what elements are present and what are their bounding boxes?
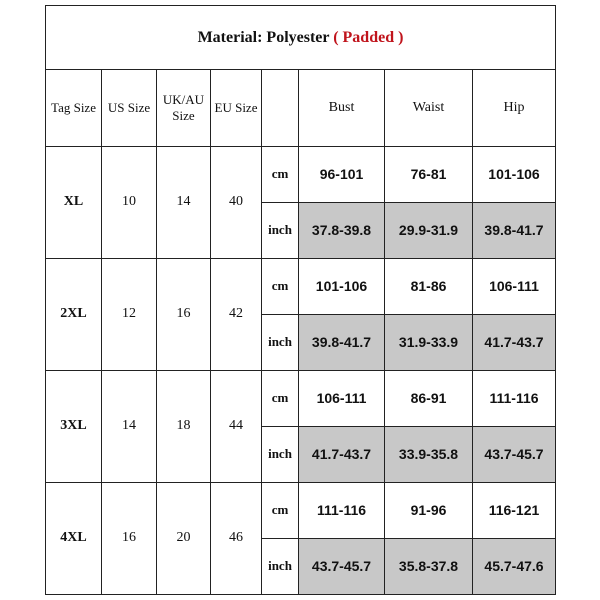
bust-cm-cell: 101-106 — [299, 258, 385, 314]
header-uk-au-size — [157, 70, 211, 146]
bust-inch-cell: 39.8-41.7 — [299, 314, 385, 370]
uk-au-size-cell: 18 — [157, 370, 211, 482]
eu-size-cell: 46 — [211, 482, 262, 594]
us-size-cell: 16 — [102, 482, 157, 594]
waist-cm-cell: 86-91 — [385, 370, 473, 426]
tag-size-cell: XL — [46, 146, 102, 258]
header-bust: Bust — [299, 70, 385, 146]
unit-inch-cell: inch — [262, 426, 299, 482]
us-size-cell: 10 — [102, 146, 157, 258]
hip-inch-cell: 45.7-47.6 — [473, 538, 556, 594]
unit-cm-cell: cm — [262, 258, 299, 314]
us-size-cell: 14 — [102, 370, 157, 482]
header-us-size: US Size — [102, 70, 157, 146]
unit-inch-cell: inch — [262, 202, 299, 258]
title-text: Material: Polyester — [197, 28, 330, 46]
header-uk-au-line2: Size — [172, 107, 195, 123]
header-waist: Waist — [385, 70, 473, 146]
header-tag-size: Tag Size — [46, 70, 102, 146]
header-hip: Hip — [473, 70, 556, 146]
title-row — [46, 6, 556, 70]
waist-inch-cell: 33.9-35.8 — [385, 426, 473, 482]
waist-cm-cell: 91-96 — [385, 482, 473, 538]
tag-size-cell: 4XL — [46, 482, 102, 594]
waist-inch-cell: 29.9-31.9 — [385, 202, 473, 258]
waist-inch-cell: 35.8-37.8 — [385, 538, 473, 594]
us-size-cell: 12 — [102, 258, 157, 370]
bust-cm-cell: 96-101 — [299, 146, 385, 202]
unit-cm-cell: cm — [262, 482, 299, 538]
size-chart-table — [45, 5, 556, 595]
unit-inch-cell: inch — [262, 314, 299, 370]
bust-cm-cell: 106-111 — [299, 370, 385, 426]
waist-inch-cell: 31.9-33.9 — [385, 314, 473, 370]
header-uk-au-line1: UK/AU — [162, 91, 205, 107]
hip-cm-cell: 116-121 — [473, 482, 556, 538]
hip-inch-cell: 43.7-45.7 — [473, 426, 556, 482]
tag-size-cell: 2XL — [46, 258, 102, 370]
eu-size-cell: 42 — [211, 258, 262, 370]
bust-inch-cell: 41.7-43.7 — [299, 426, 385, 482]
title-highlight: ( Padded ) — [333, 28, 404, 46]
eu-size-cell: 44 — [211, 370, 262, 482]
header-row — [46, 70, 556, 146]
hip-inch-cell: 39.8-41.7 — [473, 202, 556, 258]
uk-au-size-cell: 16 — [157, 258, 211, 370]
bust-inch-cell: 43.7-45.7 — [299, 538, 385, 594]
size-row-cm — [46, 370, 556, 426]
waist-cm-cell: 81-86 — [385, 258, 473, 314]
unit-cm-cell: cm — [262, 146, 299, 202]
bust-cm-cell: 111-116 — [299, 482, 385, 538]
eu-size-cell: 40 — [211, 146, 262, 258]
hip-cm-cell: 106-111 — [473, 258, 556, 314]
uk-au-size-cell: 20 — [157, 482, 211, 594]
tag-size-cell: 3XL — [46, 370, 102, 482]
bust-inch-cell: 37.8-39.8 — [299, 202, 385, 258]
waist-cm-cell: 76-81 — [385, 146, 473, 202]
hip-cm-cell: 101-106 — [473, 146, 556, 202]
chart-title — [46, 6, 556, 70]
size-row-cm — [46, 258, 556, 314]
hip-inch-cell: 41.7-43.7 — [473, 314, 556, 370]
unit-inch-cell: inch — [262, 538, 299, 594]
size-row-cm — [46, 146, 556, 202]
unit-cm-cell: cm — [262, 370, 299, 426]
hip-cm-cell: 111-116 — [473, 370, 556, 426]
uk-au-size-cell: 14 — [157, 146, 211, 258]
header-unit — [262, 70, 299, 146]
size-row-cm — [46, 482, 556, 538]
header-eu-size: EU Size — [211, 70, 262, 146]
